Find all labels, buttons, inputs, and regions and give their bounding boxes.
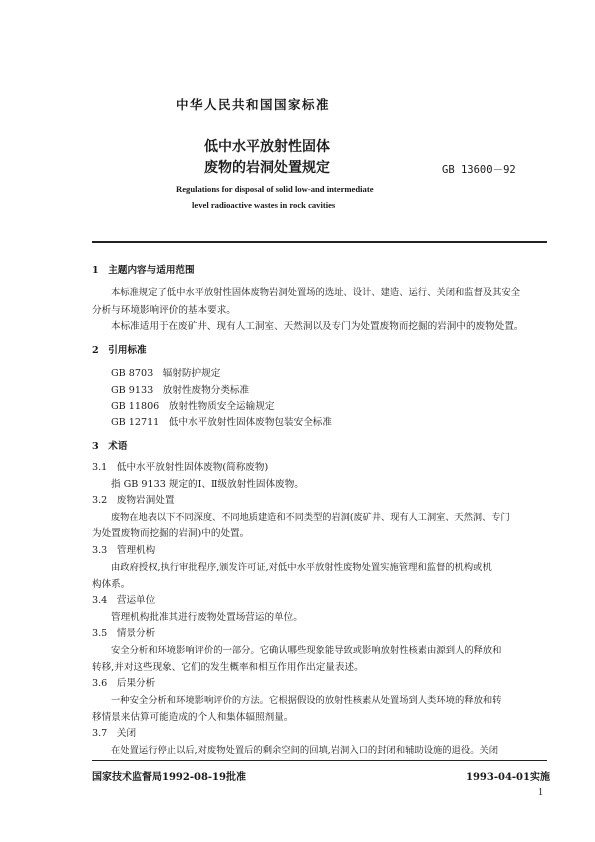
term-3-7-body-line1: 在处置运行停止以后,对废物处置后的剩余空间的回填,岩洞入口的封闭和辅助设施的退役。关闭 [111,745,499,756]
document-title-line1: 低中水平放射性固体 [204,139,330,155]
section-1-paragraph-1-line2: 分析与环境影响评价的基本要求。 [92,305,236,316]
term-3-3-heading: 3.3 管理机构 [92,545,156,556]
term-3-1-heading: 3.1 低中水平放射性固体废物(简称废物) [92,462,269,473]
national-standard-heading: 中华人民共和国国家标准 [176,97,331,112]
approval-note: 国家技术监督局1992-08-19批准 [92,772,246,783]
term-3-3-body-line1: 由政府授权,执行审批程序,颁发许可证,对低中水平放射性废物处置实施管理和监督的机构或机 [111,562,492,573]
section-1-heading: 1 主题内容与适用范围 [92,265,195,276]
term-3-4-body: 管理机构批准其进行废物处置场营运的单位。 [111,612,303,623]
header-rule [92,241,547,243]
footer-rule [92,760,547,761]
term-3-6-heading: 3.6 后果分析 [92,678,156,689]
term-3-2-heading: 3.2 废物岩洞处置 [92,495,175,506]
english-title-line1: Regulations for disposal of solid low-and intermediate [176,184,374,194]
section-3-heading: 3 术语 [92,441,128,452]
document-title-line2: 废物的岩洞处置规定 [204,160,330,176]
term-3-3-body-line2: 构体系。 [92,579,131,590]
term-3-6-body-line1: 一种安全分析和环境影响评价的方法。它根据假设的放射性核素从处置场到人类环境的释放和转 [111,695,502,706]
term-3-5-body-line2: 转移,并对这些现象、它们的发生概率和相互作用作出定量表述。 [92,662,364,673]
term-3-2-body-line2: 为处置废物而挖掘的岩洞)中的处置。 [92,528,250,539]
page-number: 1 [538,787,543,798]
section-2-heading: 2 引用标准 [92,345,147,356]
reference-item: GB 8703 辐射防护规定 [111,368,221,379]
term-3-2-body-line1: 废物在地表以下不同深度、不同地质建造和不同类型的岩洞(废矿井、现有人工洞室、天然洞、专门 [111,512,510,523]
english-title-line2: level radioactive wastes in rock cavities [192,200,336,210]
term-3-4-heading: 3.4 营运单位 [92,595,156,606]
term-3-7-heading: 3.7 关闭 [92,728,137,739]
term-3-1-body: 指 GB 9133 规定的Ⅰ、Ⅱ级放射性固体废物。 [111,479,304,490]
section-1-paragraph-2: 本标准适用于在废矿井、现有人工洞室、天然洞以及专门为处置废物而挖掘的岩洞中的废物处置。 [111,321,524,332]
effective-date: 1993-04-01实施 [466,772,550,783]
reference-item: GB 9133 放射性废物分类标准 [111,385,250,396]
section-1-paragraph-1-line1: 本标准规定了低中水平放射性固体废物岩洞处置场的选址、设计、建造、运行、关闭和监督及其安全 [111,287,521,298]
term-3-5-body-line1: 安全分析和环境影响评价的一部分。它确认哪些现象能导致或影响放射性核素由源到人的释放和 [111,645,502,656]
standard-code: GB 13600－92 [442,164,516,176]
reference-item: GB 12711 低中水平放射性固体废物包装安全标准 [111,417,332,428]
term-3-5-heading: 3.5 情景分析 [92,628,156,639]
term-3-6-body-line2: 移情景来估算可能造成的个人和集体辐照剂量。 [92,712,294,723]
reference-item: GB 11806 放射性物质安全运输规定 [111,401,275,412]
